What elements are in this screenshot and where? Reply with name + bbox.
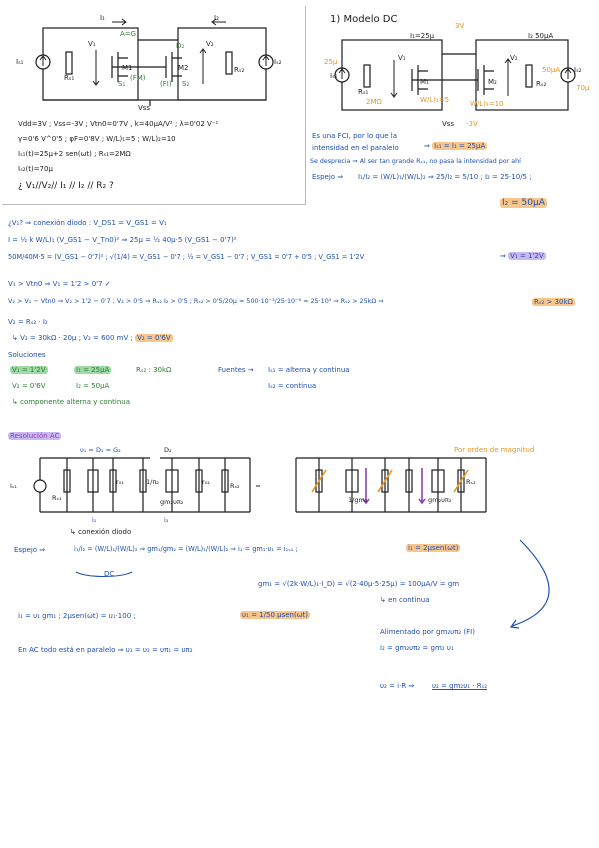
params-line-3: Iₛ₁(t)=25μ+2 sen(ωt) ; Rₛ₁=2MΩ [18, 150, 131, 158]
question-line: ¿ V₁//V₂// I₁ // I₂ // R₂ ? [18, 181, 114, 191]
ac-right-pi1: 1/gm₁ [348, 496, 368, 504]
sol-v1: V₁ = 1'2V [12, 366, 46, 374]
dc-label-rs1-val: 2MΩ [366, 98, 382, 106]
dc-vss: Vss [442, 120, 455, 128]
dc-label-vdd: 3V [455, 22, 465, 30]
circuit-label-d2: D₂ [176, 42, 185, 50]
solutions-label: Soluciones [8, 351, 46, 359]
dc-label-rs2: Rₛ₂ [536, 80, 547, 88]
circuit-label-v2: V₂ [206, 40, 214, 48]
circuit-label-a: A=G [120, 30, 137, 38]
cond-1: V₁ > Vtn0 ⇒ V₁ = 1'2 > 0'7 ✓ [8, 280, 111, 288]
v1-result: V₁ = 1'2V [510, 252, 544, 260]
circuit-label-i1: I₁ [100, 14, 105, 22]
dc-label-i1: I₁=25μ [410, 32, 435, 40]
dc-label-i2: I₂ 50μA [528, 32, 554, 40]
dc-label-rs1: Rₛ₁ [358, 88, 369, 96]
dc-circuit [320, 20, 599, 120]
circuit-label-fi: (FI) [160, 80, 172, 88]
diode-note: conexión diodo [78, 528, 132, 536]
ac-circuit-pi2: 1/π₂ [146, 478, 159, 486]
v1-question: ¿V₁? ⇒ conexión diodo : V_DS1 = V_GS1 = V₁ [8, 219, 167, 227]
gm-note: ↳ en continua [380, 596, 430, 604]
circuit-label-v1: V₁ [88, 40, 96, 48]
dc-label-m1: M₁ [420, 78, 429, 86]
dc-label-is1-val: 25μ [324, 58, 338, 66]
dc-title: 1) Modelo DC [330, 14, 398, 25]
circuit-label-m2: M2 [178, 64, 189, 72]
ac-i2-eq: i₂ = gm₂υπ₂ = gm₂ υ₁ [380, 644, 454, 652]
diode-note-wrap: ↳ conexión diodo [70, 528, 132, 536]
fi-note: Alimentado por gm₂υπ₂ (FI) [380, 628, 475, 636]
circuit-label-vss: Vss [138, 104, 151, 112]
circuit-label-s1: S₁ [118, 80, 126, 88]
circuit-label-i2: I₂ [214, 14, 219, 22]
dc-label-is1: Iₛ₁ [330, 72, 338, 80]
ac-circuit-d2: D₂ [164, 446, 172, 454]
ac-circuit-i1: i₁ [92, 516, 97, 524]
dc-note-2: intensidad en el paralelo [312, 144, 399, 152]
ac-circuit-right [286, 440, 586, 530]
ac-i1-result: i₁ = 2μsen(ωt) [408, 544, 459, 552]
ac-circuit-top: υ₁ = D₁ = G₂ [80, 446, 121, 454]
ac-circuit-rs1: Rₛ₁ [52, 494, 62, 502]
problem-circuit [0, 0, 310, 120]
order-note: Por orden de magnitud [454, 446, 535, 454]
ac-circuit-is1: Iₛ₁ [10, 482, 17, 490]
v2-result: V₂ = 0'6V [137, 334, 171, 342]
params-line-1: Vdd=3V ; Vss=-3V ; Vtn0=0'7V , k=40μA/V² ; λ=0'02 V⁻¹ [18, 120, 219, 128]
ac-v2-eq: υ₂ = i·R ⇒ [380, 682, 415, 690]
dc-mirror-eq: I₁/I₂ = (W/L)₁/(W/L)₂ ⇒ 25/I₂ = 5/10 ; I₂ = 25·10/5 ; [358, 173, 532, 181]
cond-2: V₂ > V₁ − Vtn0 ⇒ V₂ > 1'2 − 0'7 ; V₂ > 0'5 ⇒ Rₛ₂ I₂ > 0'5 ; Rₛ₂ > 0'5/20μ = 500·10⁻³/25·10⁻⁶ = 25·10³ ⇒ Rₛ₂ > 25kΩ ⇒ [8, 297, 384, 305]
ac-mirror-label: Espejo ⇒ [14, 546, 46, 554]
is1-result-highlight: Iₛ₁ = I₁ = 25μA [434, 142, 486, 150]
circuit-label-s2: S₂ [182, 80, 190, 88]
circuit-label-m1: M1 [122, 64, 133, 72]
circuit-label-rs1: Rₛ₁ [64, 74, 75, 82]
sol-fuentes: Fuentes → [218, 366, 254, 374]
dc-label-v1: V₁ [398, 54, 406, 62]
dc-vss-val: -3V [466, 120, 478, 128]
ac-circuit-i2: i₂ [164, 516, 169, 524]
ac-v2-result: υ₂ = gm₂υ₁ · Rₛ₂ [432, 682, 488, 690]
sol-r2: Rₛ₂ : 30kΩ [136, 366, 172, 374]
sol-i2: I₂ = 50μA [76, 382, 110, 390]
ac-dc-note: DC [104, 570, 115, 578]
circuit-label-is1: Iₛ₁ [16, 58, 24, 66]
sol-i1: I₁ = 25μA [76, 366, 110, 374]
ac-circuit-ro2: r₀₂ [202, 478, 210, 486]
ac-parallel: En AC todo está en paralelo ⇒ υ₁ = υ₂ = υπ₁ = υπ₂ [18, 646, 193, 654]
dc-label-wl1: W/L)₁=5 [420, 96, 450, 104]
circuit-label-fm: (FM) [130, 74, 146, 82]
ac-v1-result: υ₁ = 1/50 μsen(ωt) [242, 611, 309, 619]
gm-eq: gm₁ = √(2k·W/L)₁·I_D) = √(2·40μ·5·25μ) = 100μA/V = gm [258, 580, 460, 588]
v1-result-wrap: ⇒ V₁ = 1'2V [500, 252, 544, 260]
sol-v2: V₂ = 0'6V [12, 382, 46, 390]
dc-label-i70: 70μ [576, 84, 590, 92]
ac-circuit-rs2: Rₛ₂ [230, 482, 240, 490]
ac-v1-eq: i₁ = υ₁ gm₁ ; 2μsen(ωt) = υ₁·100 ; [18, 612, 136, 620]
ac-circuit-gm2: gm₂υπ₂ [160, 498, 184, 506]
dc-label-is2: Iₛ₂ [574, 66, 582, 74]
circuit-label-is2: Iₛ₂ [274, 58, 282, 66]
sol-is1-note: Iₛ₁ = alterna y continua [268, 366, 350, 374]
component-note-text: componente alterna y continua [20, 398, 131, 406]
sol-component-note: ↳ componente alterna y continua [12, 398, 131, 406]
ac-circuit-ro1: r₀₁ [116, 478, 124, 486]
dc-label-v2: V₂ [510, 54, 518, 62]
dc-note-2-result: ⇒ Iₛ₁ = I₁ = 25μA [424, 142, 486, 150]
i2-result: I₂ = 50μA [502, 198, 545, 208]
params-line-4: Iₛ₂(t)=70μ [18, 165, 53, 173]
ac-arrows [0, 520, 599, 650]
dc-note-3: Se desprecia ⇒ Al ser tan grande Rₛ₁, no pasa la intensidad por ahí [310, 158, 521, 165]
circuit-label-rs2: Rₛ₂ [234, 66, 245, 74]
ac-title: Resolución AC [10, 432, 60, 440]
ac-right-rs2: Rₛ₂ [466, 478, 476, 486]
params-line-2: γ=0'6 V^0'5 ; φF=0'8V ; W/L)₁=5 ; W/L)₂=10 [18, 135, 176, 143]
dc-label-iss2: 50μA [542, 66, 561, 74]
ac-mirror-eq: i₁/i₂ = (W/L)₁/(W/L)₂ ⇒ gm₁/gm₂ = (W/L)₁/(W/L)₂ ⇒ i₁ = gm₁·υ₁ = i₁ₛ₁ ; [74, 545, 298, 553]
sol-is2-note: Iₛ₂ = continua [268, 382, 317, 390]
eq-current: I = ½ k W/L)₁ (V_GS1 − V_Tn0)² ⇒ 25μ = ½ 40μ·5 (V_GS1 − 0'7)² [8, 236, 237, 244]
ac-circuit-left [0, 440, 260, 530]
dc-label-m2: M₂ [488, 78, 497, 86]
ac-right-gm2: gm₂υπ₂ [428, 496, 452, 504]
r2-result: Rₛ₂ > 30kΩ [534, 298, 573, 306]
v2-calc: V₂ = 30kΩ · 20μ ; V₂ = 600 mV ; [20, 334, 133, 342]
dc-mirror-label: Espejo ⇒ [312, 173, 344, 181]
eq-root: 50M/40M·5 = (V_GS1 − 0'7)² ; √(1/4) = V_GS1 − 0'7 ; ½ = V_GS1 − 0'7 ; V_GS1 = 0'7 + 0'5 ; V_GS1 = 1'2V [8, 253, 365, 261]
dc-note-1: Es una FCI, por lo que la [312, 132, 398, 140]
v2-eq: V₂ = Rₛ₂ · I₂ [8, 318, 48, 326]
dc-label-wl2: W/L)₂=10 [470, 100, 504, 108]
v2-calc-wrap: ↳ V₂ = 30kΩ · 20μ ; V₂ = 600 mV ; V₂ = 0'6V [12, 334, 171, 342]
